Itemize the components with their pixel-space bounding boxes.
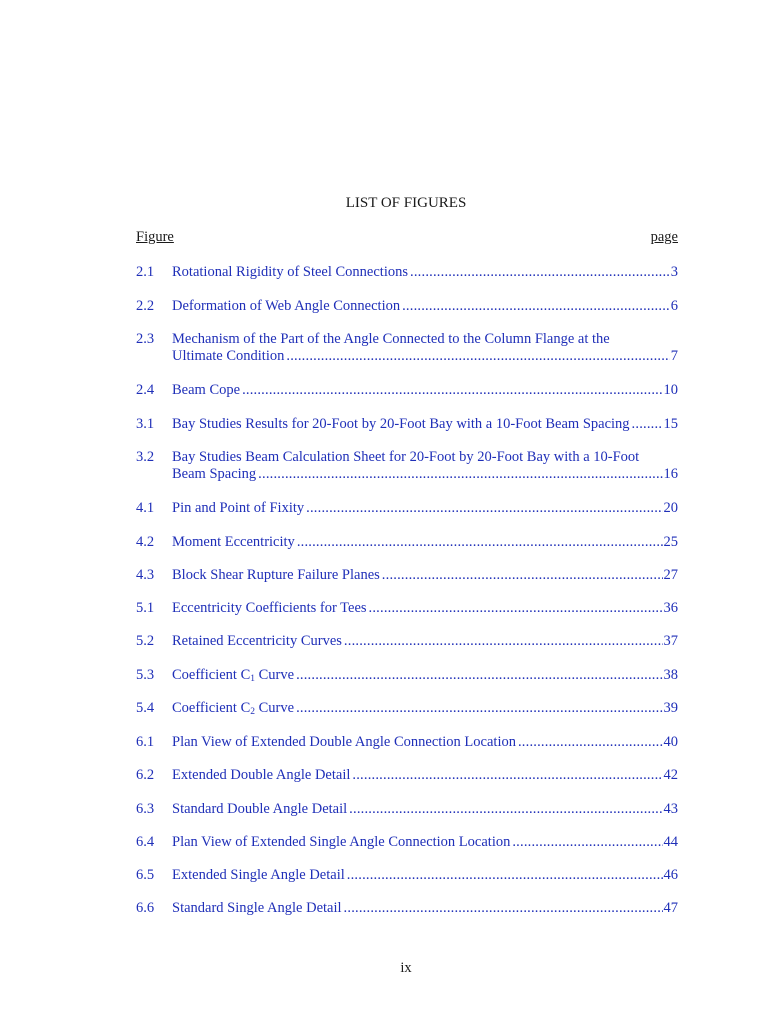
figure-number: 2.4 <box>136 382 155 398</box>
dot-leader <box>352 767 662 784</box>
page-number[interactable]: 7 <box>670 348 678 364</box>
page-number[interactable]: 15 <box>663 416 678 432</box>
page-number[interactable]: 42 <box>663 767 678 783</box>
page-number[interactable]: 16 <box>663 466 678 482</box>
figure-entry[interactable] <box>136 416 678 433</box>
page-number[interactable]: 47 <box>663 900 678 916</box>
figure-title[interactable]: Block Shear Rupture Failure Planes <box>172 567 380 583</box>
figure-entry[interactable] <box>136 801 678 818</box>
dot-leader <box>306 500 662 517</box>
page-number[interactable]: 10 <box>663 382 678 398</box>
page-number[interactable]: 37 <box>663 633 678 649</box>
figure-entry[interactable] <box>136 667 678 688</box>
figure-title[interactable]: Beam Spacing <box>172 466 257 482</box>
dot-leader <box>297 534 663 551</box>
figure-entry[interactable] <box>136 900 678 917</box>
figure-title[interactable] <box>172 667 294 688</box>
dot-leader <box>632 416 663 433</box>
figure-title-suffix: Curve <box>255 700 295 716</box>
dot-leader <box>286 348 669 365</box>
page-column-header: page <box>650 229 678 245</box>
page-number[interactable]: 27 <box>663 567 678 583</box>
subscript: 2 <box>250 707 256 717</box>
dot-leader <box>344 900 663 917</box>
page-number[interactable]: 46 <box>663 867 678 883</box>
figure-entry[interactable] <box>136 382 678 399</box>
dot-leader <box>242 382 662 399</box>
figure-entry[interactable] <box>136 834 678 851</box>
figure-title[interactable]: Standard Double Angle Detail <box>172 801 348 817</box>
figure-number: 5.2 <box>136 633 155 649</box>
page-number[interactable]: 43 <box>663 801 678 817</box>
figure-title[interactable]: Bay Studies Results for 20-Foot by 20-Foot Bay with a 10-Foot Beam Spacing <box>172 416 630 432</box>
page-number[interactable]: 40 <box>663 734 678 750</box>
page-number[interactable]: 3 <box>670 264 678 280</box>
figure-entry[interactable] <box>136 600 678 617</box>
figure-entry[interactable] <box>136 867 678 884</box>
figure-number: 2.2 <box>136 298 155 314</box>
figure-title[interactable]: Retained Eccentricity Curves <box>172 633 342 649</box>
figure-title[interactable]: Moment Eccentricity <box>172 534 295 550</box>
figure-title-text: Coefficient C <box>172 700 251 716</box>
dot-leader <box>369 600 663 617</box>
figure-number: 6.2 <box>136 767 155 783</box>
figure-number: 2.1 <box>136 264 155 280</box>
dot-leader <box>258 466 662 483</box>
figure-number: 4.3 <box>136 567 155 583</box>
dot-leader <box>296 667 662 684</box>
page-title: LIST OF FIGURES <box>345 195 467 211</box>
figure-entry[interactable] <box>136 298 678 315</box>
dot-leader <box>347 867 663 884</box>
figure-title[interactable]: Standard Single Angle Detail <box>172 900 342 916</box>
dot-leader <box>349 801 662 818</box>
figure-number: 4.2 <box>136 534 155 550</box>
figure-title-text: Coefficient C <box>172 667 251 683</box>
figure-entry[interactable] <box>136 534 678 551</box>
dot-leader <box>410 264 670 281</box>
figure-title-suffix: Curve <box>255 667 295 683</box>
dot-leader <box>402 298 670 315</box>
figure-number: 6.3 <box>136 801 155 817</box>
page-number[interactable]: 44 <box>663 834 678 850</box>
figure-entry[interactable] <box>136 700 678 721</box>
figure-entry[interactable] <box>136 767 678 784</box>
page-number[interactable]: 38 <box>663 667 678 683</box>
page-folio: ix <box>400 960 412 976</box>
page-number[interactable]: 20 <box>663 500 678 516</box>
dot-leader <box>296 700 662 717</box>
page-number[interactable]: 39 <box>663 700 678 716</box>
figure-entry[interactable] <box>136 449 678 483</box>
figure-title-line[interactable]: Bay Studies Beam Calculation Sheet for 20-Foot by 20-Foot Bay with a 10-Foot <box>172 449 640 465</box>
figure-title[interactable]: Ultimate Condition <box>172 348 285 364</box>
page-number[interactable]: 25 <box>663 534 678 550</box>
dot-leader <box>382 567 663 584</box>
figure-title[interactable] <box>172 700 294 721</box>
figure-number: 6.5 <box>136 867 155 883</box>
figure-title[interactable]: Beam Cope <box>172 382 241 398</box>
figure-number: 6.6 <box>136 900 155 916</box>
figure-title[interactable]: Rotational Rigidity of Steel Connections <box>172 264 409 280</box>
figure-entry[interactable] <box>136 734 678 751</box>
figure-number: 5.3 <box>136 667 155 683</box>
page-number[interactable]: 36 <box>663 600 678 616</box>
figure-column-header: Figure <box>136 229 174 245</box>
subscript: 1 <box>250 674 256 684</box>
figure-title[interactable]: Extended Single Angle Detail <box>172 867 345 883</box>
dot-leader <box>344 633 663 650</box>
figure-entry[interactable] <box>136 500 678 517</box>
figure-title[interactable]: Pin and Point of Fixity <box>172 500 305 516</box>
figure-title[interactable]: Deformation of Web Angle Connection <box>172 298 401 314</box>
figure-entry[interactable] <box>136 331 678 365</box>
figure-number: 3.1 <box>136 416 155 432</box>
figure-number: 3.2 <box>136 449 155 465</box>
figure-entry[interactable] <box>136 633 678 650</box>
dot-leader <box>512 834 662 851</box>
figure-number: 2.3 <box>136 331 155 347</box>
figure-title[interactable]: Extended Double Angle Detail <box>172 767 351 783</box>
page-number[interactable]: 6 <box>670 298 678 314</box>
figure-entry[interactable] <box>136 567 678 584</box>
figure-number: 6.4 <box>136 834 155 850</box>
dot-leader <box>518 734 663 751</box>
figure-number: 5.1 <box>136 600 155 616</box>
figure-number: 6.1 <box>136 734 155 750</box>
figure-number: 4.1 <box>136 500 155 516</box>
figure-title[interactable]: Plan View of Extended Single Angle Connection Location <box>172 834 511 850</box>
figure-number: 5.4 <box>136 700 155 716</box>
figure-title[interactable]: Eccentricity Coefficients for Tees <box>172 600 367 616</box>
figure-title-line[interactable]: Mechanism of the Part of the Angle Connected to the Column Flange at the <box>172 331 610 347</box>
figure-entry[interactable] <box>136 264 678 281</box>
figure-title[interactable]: Plan View of Extended Double Angle Connection Location <box>172 734 516 750</box>
